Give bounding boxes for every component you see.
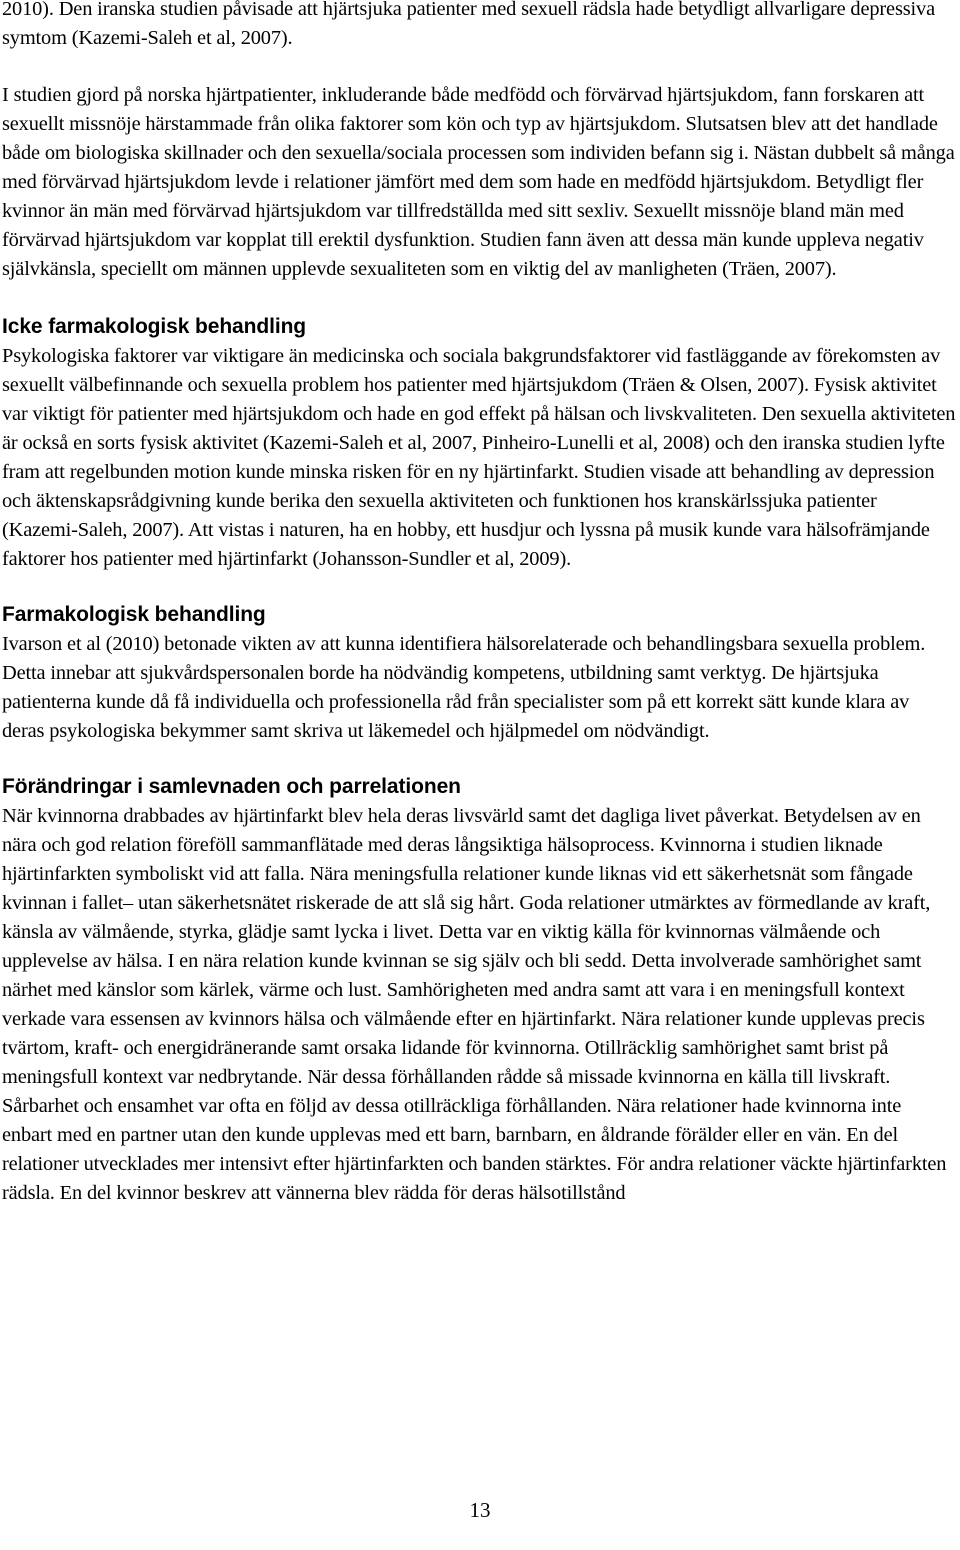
section-heading-pharmacological: Farmakologisk behandling xyxy=(2,603,266,626)
paragraph-relationship-changes: När kvinnorna drabbades av hjärtinfarkt blev hela deras livsvärld samt det dagliga livet påverkat. Betydelsen av en nära och god relation föreföll sammanflätade med deras långsiktiga hälsoprocess. Kvinnorna i studien liknade hjärtinfarkten symboliskt vid att falla. Nära meningsfulla relationer kunde liknas vid ett säkerhetsnät som fångade kvinnan i fallet– utan säkerhetsnätet riskerade de att slå sig hårt. Goda relationer utmärktes av förmedlande av kraft, känsla av välmående, styrka, glädje samt lycka i livet. Detta var en viktig källa för kvinnornas välmående och upplevelse av hälsa. I en nära relation kunde kvinnan se sig själv och bli sedd. Detta involverade samhörighet samt närhet med känslor som kärlek, värme och lust. Samhörigheten med andra samt att vara i en meningsfull kontext verkade vara essensen av kvinnors hälsa och välmående efter en hjärtinfarkt. Nära relationer kunde upplevas precis tvärtom, kraft- och energidränerande samt orsaka lidande för kvinnorna. Otillräcklig samhörighet samt brist på meningsfull kontext var nedbrytande. När dessa förhållanden rådde så missade kvinnorna en källa till livskraft. Sårbarhet och ensamhet var ofta en följd av dessa otillräckliga förhållanden. Nära relationer hade kvinnorna inte enbart med en partner utan den kunde upplevas med ett barn, barnbarn, en åldrande förälder eller en vän. En del relationer utvecklades mer intensivt efter hjärtinfarkten och banden stärktes. För andra relationer väckte hjärtinfarkten rädsla. En del kvinnor beskrev att vännerna blev rädda för deras hälsotillstånd xyxy=(2,805,947,1204)
paragraph-non-pharmacological: Psykologiska faktorer var viktigare än medicinska och sociala bakgrundsfaktorer vid fastläggande av förekomsten av sexuellt välbefinnande och sexuella problem hos patienter med hjärtsjukdom (Träen & Olsen, 2007). Fysisk aktivitet var viktigt för patienter med hjärtsjukdom och hade en god effekt på hälsan och livskvaliteten. Den sexuella aktiviteten är också en sorts fysisk aktivitet (Kazemi-Saleh et al, 2007, Pinheiro-Lunelli et al, 2008) och den iranska studien lyfte fram att regelbunden motion kunde minska risken för en ny hjärtinfarkt. Studien visade att behandling av depression och äktenskapsrådgivning kunde berika den sexuella aktiviteten och funktionen hos kranskärlssjuka patienter (Kazemi-Saleh, 2007). Att vistas i naturen, ha en hobby, ett husdjur och lyssna på musik kunde vara hälsofrämjande faktorer hos patienter med hjärtinfarkt (Johansson-Sundler et al, 2009). xyxy=(2,345,956,570)
paragraph-pharmacological: Ivarson et al (2010) betonade vikten av att kunna identifiera hälsorelaterade och behandlingsbara sexuella problem. Detta innebar att sjukvårdspersonalen borde ha nödvändig kompetens, utbildning samt verktyg. De hjärtsjuka patienterna kunde då få individuella och professionella råd från specialister som på ett korrekt sätt kunde klara av deras psykologiska bekymmer samt skriva ut läkemedel och hjälpmedel om nödvändigt. xyxy=(2,633,926,742)
section-heading-non-pharmacological: Icke farmakologisk behandling xyxy=(2,315,307,338)
section-heading-relationship-changes: Förändringar i samlevnaden och parrelationen xyxy=(2,775,461,798)
paragraph-norwegian-study: I studien gjord på norska hjärtpatienter, inkluderande både medfödd och förvärvad hjärtsjukdom, fann forskaren att sexuellt missnöje härstammade från olika faktorer som kön och typ av hjärtsjukdom. Slutsatsen blev att det handlade både om biologiska skillnader och den sexuella/sociala processen som individen befann sig i. Nästan dubbelt så många med förvärvad hjärtsjukdom levde i relationer jämfört med dem som hade en medfödd hjärtsjukdom. Betydligt fler kvinnor än män med förvärvad hjärtsjukdom var tillfredställda med sitt sexliv. Sexuellt missnöje bland män med förvärvad hjärtsjukdom var kopplat till erektil dysfunktion. Studien fann även att dessa män kunde uppleva negativ självkänsla, speciellt om männen upplevde sexualiteten som en viktig del av manligheten (Träen, 2007). xyxy=(2,84,955,280)
page-number: 13 xyxy=(469,1498,491,1522)
paragraph-iranian-study-conclusion: 2010). Den iranska studien påvisade att hjärtsjuka patienter med sexuell rädsla hade betydligt allvarligare depressiva symtom (Kazemi-Saleh et al, 2007). xyxy=(2,0,935,49)
